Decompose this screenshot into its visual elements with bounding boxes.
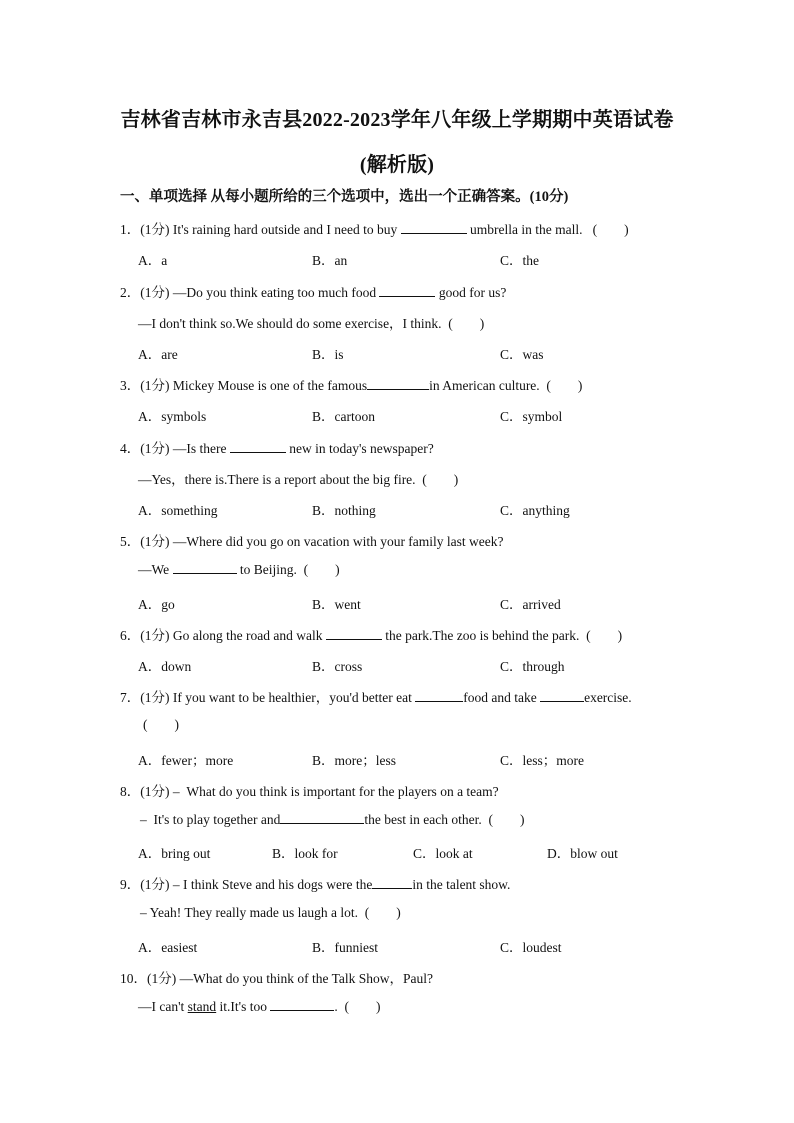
answer-blank xyxy=(372,876,412,889)
answer-blank xyxy=(280,811,364,824)
question-10-stem: 10．(1分) —What do you think of the Talk Show，Paul? xyxy=(120,971,434,986)
option-a: A．go xyxy=(138,597,175,612)
exam-subtitle: (解析版) xyxy=(359,154,435,176)
option-c: C．was xyxy=(500,347,544,362)
section-heading: 一、单项选择 从每小题所给的三个选项中，选出一个正确答案。(10分) xyxy=(120,189,569,205)
option-a: A．down xyxy=(138,659,192,674)
option-c: C．arrived xyxy=(500,597,561,612)
option-c: C．the xyxy=(500,253,539,268)
question-10-line2: —I can't stand it.It's too . ( ) xyxy=(138,999,381,1014)
question-4-line2: —Yes，there is.There is a report about the big fire. ( ) xyxy=(138,472,459,487)
option-b: B．cartoon xyxy=(312,409,375,424)
answer-blank xyxy=(326,627,382,640)
question-9-line2: – Yeah! They really made us laugh a lot. ( ) xyxy=(140,905,401,920)
question-6-stem: 6．(1分) Go along the road and walk the park.The zoo is behind the park. ( ) xyxy=(120,628,623,643)
question-3-stem: 3．(1分) Mickey Mouse is one of the famous in American culture. ( ) xyxy=(120,378,583,393)
option-b: B．cross xyxy=(312,659,363,674)
option-a: A．easiest xyxy=(138,940,198,955)
question-7-stem: 7．(1分) If you want to be healthier，you'd better eat food and take exercise. xyxy=(120,690,632,705)
option-a: A．symbols xyxy=(138,409,207,424)
option-a: A．fewer；more xyxy=(138,753,234,768)
question-8-line2: – It's to play together and the best in each other. ( ) xyxy=(140,812,525,827)
answer-blank xyxy=(270,998,334,1011)
option-c: C．anything xyxy=(500,503,570,518)
option-b: B．went xyxy=(312,597,361,612)
option-c: C．less；more xyxy=(500,753,584,768)
option-c: C．through xyxy=(500,659,565,674)
question-9-stem: 9．(1分) – I think Steve and his dogs were the in the talent show. xyxy=(120,877,511,892)
answer-blank xyxy=(415,689,463,702)
option-b: B．nothing xyxy=(312,503,376,518)
option-b: B．is xyxy=(312,347,344,362)
option-b: B．more；less xyxy=(312,753,396,768)
question-1-stem: 1．(1分) It's raining hard outside and I need to buy umbrella in the mall. ( ) xyxy=(120,222,629,237)
question-2-stem: 2．(1分) —Do you think eating too much food good for us? xyxy=(120,285,507,300)
option-b: B．an xyxy=(312,253,348,268)
option-a: A．a xyxy=(138,253,168,268)
question-8-stem: 8．(1分) – What do you think is important for the players on a team? xyxy=(120,784,499,799)
exam-title: 吉林省吉林市永吉县2022-2023学年八年级上学期期中英语试卷 xyxy=(120,109,674,131)
answer-blank xyxy=(401,221,467,234)
question-2-line2: —I don't think so.We should do some exercise，I think. ( ) xyxy=(138,316,485,331)
option-b: B．look for xyxy=(272,846,338,861)
question-5-line2: —We to Beijing. ( ) xyxy=(138,562,340,577)
answer-blank xyxy=(540,689,584,702)
option-c: C．loudest xyxy=(500,940,562,955)
option-a: A．are xyxy=(138,347,178,362)
option-d: D．blow out xyxy=(547,846,618,861)
option-c: C．look at xyxy=(413,846,473,861)
answer-blank xyxy=(173,561,237,574)
option-b: B．funniest xyxy=(312,940,378,955)
option-c: C．symbol xyxy=(500,409,563,424)
answer-blank xyxy=(230,440,286,453)
question-4-stem: 4．(1分) —Is there new in today's newspaper? xyxy=(120,441,434,456)
option-a: A．bring out xyxy=(138,846,211,861)
answer-blank xyxy=(379,284,435,297)
question-7-line2: ( ) xyxy=(143,717,179,732)
question-5-stem: 5．(1分) —Where did you go on vacation with your family last week? xyxy=(120,534,504,549)
option-a: A．something xyxy=(138,503,218,518)
answer-blank xyxy=(367,377,429,390)
